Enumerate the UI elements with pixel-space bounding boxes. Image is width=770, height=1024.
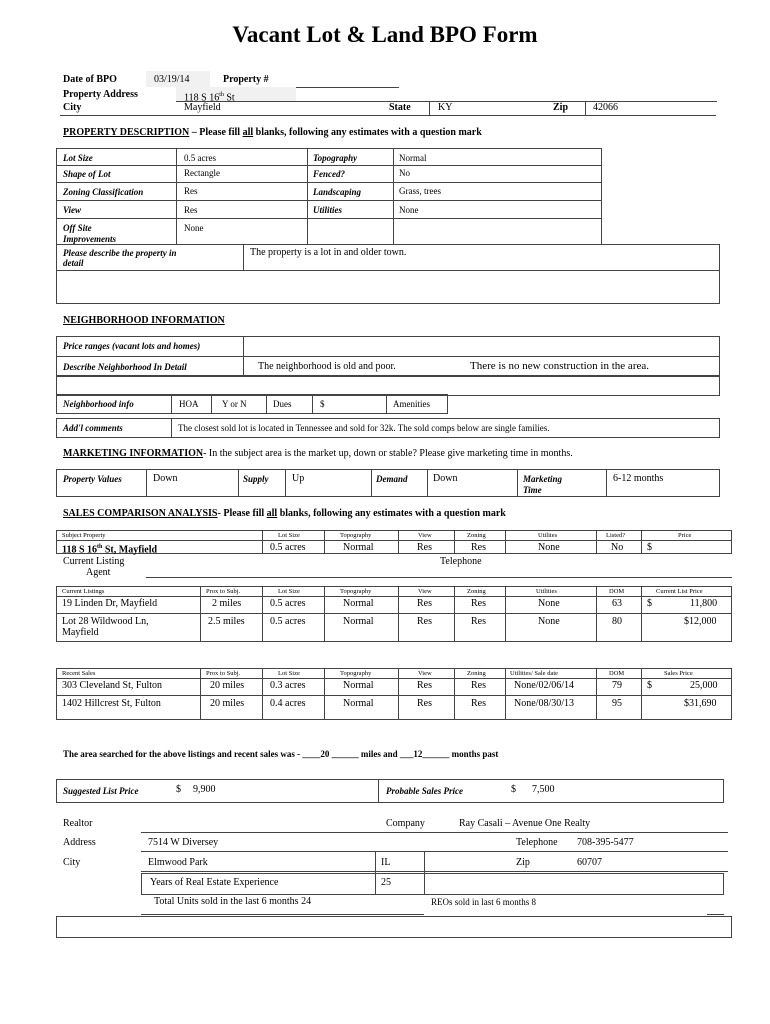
- listing-2-view[interactable]: Res: [417, 616, 432, 627]
- property-num-field[interactable]: [295, 71, 399, 88]
- landscaping-value[interactable]: Grass, trees: [399, 186, 441, 196]
- demand-value[interactable]: Down: [433, 473, 458, 484]
- listing-1-zoning[interactable]: Res: [471, 598, 486, 609]
- realtor-label: Realtor: [63, 818, 93, 829]
- listings-header-address: Current Listings: [62, 588, 105, 595]
- supply-label: Supply: [243, 474, 269, 484]
- property-values-label: Property Values: [63, 474, 122, 484]
- sale-1-lot[interactable]: 0.3 acres: [270, 680, 306, 691]
- property-address-suffix: St: [223, 92, 235, 104]
- subject-utilities[interactable]: None: [538, 542, 560, 553]
- property-address-field[interactable]: [176, 87, 296, 104]
- subject-view[interactable]: Res: [417, 542, 432, 553]
- listing-2-address[interactable]: Lot 28 Wildwood Ln,: [62, 616, 149, 627]
- listing-1-address[interactable]: 19 Linden Dr, Mayfield: [62, 598, 158, 609]
- listings-header-topo: Topography: [340, 588, 372, 595]
- state-value-realtor[interactable]: IL: [381, 857, 391, 868]
- subject-header-zoning: Zoning: [467, 532, 486, 539]
- fenced-value[interactable]: No: [399, 168, 410, 178]
- neighborhood-heading: NEIGHBORHOOD INFORMATION: [63, 315, 225, 326]
- listing-2-prox[interactable]: 2.5 miles: [208, 616, 245, 627]
- describe-neighborhood-value-2[interactable]: There is no new construction in the area.: [470, 360, 649, 372]
- sale-2-utilities[interactable]: None/08/30/13: [514, 698, 574, 709]
- subject-zoning[interactable]: Res: [471, 542, 486, 553]
- subject-header-utilities: Utilites: [538, 532, 558, 539]
- address-value[interactable]: 7514 W Diversey: [148, 837, 219, 848]
- sale-1-dollar: $: [647, 680, 652, 691]
- units-sold-value[interactable]: 24: [301, 896, 312, 907]
- listings-header-lot: Lot Size: [278, 588, 300, 595]
- city-label-realtor: City: [63, 857, 81, 868]
- property-description-heading: PROPERTY DESCRIPTION – Please fill all blanks, following any estimates with a question mark: [63, 127, 482, 138]
- sale-2-topo[interactable]: Normal: [343, 698, 374, 709]
- subject-property-table: [56, 530, 732, 554]
- neighborhood-extra-line[interactable]: [56, 376, 720, 396]
- listing-1-dollar: $: [647, 598, 652, 609]
- listings-header-view: View: [418, 588, 432, 595]
- city-value-realtor[interactable]: Elmwood Park: [148, 857, 208, 868]
- dues-field[interactable]: $: [320, 399, 325, 409]
- property-address-label: Property Address: [63, 89, 138, 100]
- zip-label: Zip: [553, 102, 569, 113]
- area-miles-value[interactable]: 20: [320, 749, 330, 759]
- sales-header-topo: Topography: [340, 670, 372, 677]
- listing-1-topo[interactable]: Normal: [343, 598, 374, 609]
- dues-label: Dues: [273, 399, 292, 409]
- telephone-label: Telephone: [516, 837, 558, 848]
- subject-header-listed: Listed?: [606, 532, 626, 539]
- describe-value[interactable]: The property is a lot in and older town.: [250, 247, 407, 258]
- address-label: Address: [63, 837, 96, 848]
- describe-label-1: Please describe the property in: [63, 248, 177, 258]
- sale-1-topo[interactable]: Normal: [343, 680, 374, 691]
- listing-2-address-2[interactable]: Mayfield: [62, 627, 99, 638]
- date-value: 03/19/14: [154, 74, 190, 85]
- zip-value-realtor[interactable]: 60707: [577, 857, 602, 868]
- sale-1-prox[interactable]: 20 miles: [210, 680, 245, 691]
- city-label: City: [63, 102, 82, 113]
- property-address-sup: th: [219, 92, 224, 98]
- telephone-value[interactable]: 708-395-5477: [577, 837, 634, 848]
- amenities-label: Amenities: [393, 399, 430, 409]
- zoning-value[interactable]: Res: [184, 186, 198, 196]
- comments-value[interactable]: The closest sold lot is located in Tennessee and sold for 32k. The sold comps below are single families.: [178, 423, 550, 433]
- listings-header-dom: DOM: [609, 588, 625, 595]
- offsite-value[interactable]: None: [184, 223, 204, 233]
- listing-2-zoning[interactable]: Res: [471, 616, 486, 627]
- header-divider-1: [429, 101, 430, 115]
- sale-2-price[interactable]: $31,690: [684, 698, 717, 709]
- subject-header-address: Subject Property: [62, 532, 106, 539]
- area-months-value[interactable]: 12: [413, 749, 423, 759]
- reos-sold-label: REOs sold in last 6 months 8: [431, 897, 537, 907]
- experience-value[interactable]: 25: [381, 877, 391, 888]
- marketing-heading: MARKETING INFORMATION- In the subject area is the market up, down or stable? Please give marketing time in months.: [63, 448, 573, 459]
- subject-header-price: Price: [678, 532, 692, 539]
- property-values-value[interactable]: Down: [153, 473, 178, 484]
- utilities-label: Utilities: [313, 205, 342, 215]
- demand-label: Demand: [376, 474, 408, 484]
- sales-header-dom: DOM: [609, 670, 625, 677]
- listing-1-utilities[interactable]: None: [538, 598, 560, 609]
- sales-header-utilities: Utilities/ Sale date: [510, 670, 559, 677]
- city-value[interactable]: Mayfield: [184, 102, 221, 113]
- sale-2-view[interactable]: Res: [417, 698, 432, 709]
- shape-label: Shape of Lot: [63, 169, 111, 179]
- subject-lot[interactable]: 0.5 acres: [270, 542, 306, 553]
- listing-agent-line[interactable]: [146, 577, 732, 578]
- describe-neighborhood-label: Describe Neighborhood In Detail: [63, 362, 187, 372]
- suggested-list-dollar: $: [176, 784, 181, 795]
- subject-header-view: View: [418, 532, 432, 539]
- reos-sold-value[interactable]: 8: [531, 897, 537, 907]
- utilities-value[interactable]: None: [399, 205, 419, 215]
- marketing-time-value[interactable]: 6-12 months: [613, 473, 664, 484]
- subject-topo[interactable]: Normal: [343, 542, 374, 553]
- listings-header-prox: Prox to Subj.: [206, 588, 241, 595]
- topography-value[interactable]: Normal: [399, 153, 427, 163]
- suggested-list-price-value[interactable]: 9,900: [193, 784, 216, 795]
- state-label: State: [389, 102, 411, 113]
- sale-1-zoning[interactable]: Res: [471, 680, 486, 691]
- header-rule-1: [176, 101, 717, 102]
- listing-agent-label-2: Agent: [86, 567, 111, 578]
- bottom-blank-box[interactable]: [56, 916, 732, 938]
- recent-sales-table: [56, 668, 732, 720]
- listing-agent-label-1: Current Listing: [63, 556, 125, 567]
- offsite-label-1: Off Site: [63, 223, 92, 233]
- comments-label: Add'l comments: [63, 423, 123, 433]
- sales-header-view: View: [418, 670, 432, 677]
- listing-2-dom[interactable]: 80: [612, 616, 622, 627]
- subject-header-topo: Topography: [340, 532, 372, 539]
- describe-neighborhood-value-1[interactable]: The neighborhood is old and poor.: [258, 361, 396, 372]
- lot-size-label: Lot Size: [63, 153, 93, 163]
- marketing-time-label-1: Marketing: [523, 474, 563, 484]
- lot-size-value[interactable]: 0.5 acres: [184, 153, 216, 163]
- subject-header-lot: Lot Size: [278, 532, 300, 539]
- sales-header-address: Recent Sales: [62, 670, 96, 677]
- sale-2-zoning[interactable]: Res: [471, 698, 486, 709]
- subject-price[interactable]: $: [647, 542, 652, 553]
- listing-2-lot[interactable]: 0.5 acres: [270, 616, 306, 627]
- sale-2-prox[interactable]: 20 miles: [210, 698, 245, 709]
- experience-label: Years of Real Estate Experience: [150, 877, 279, 888]
- listing-2-topo[interactable]: Normal: [343, 616, 374, 627]
- probable-sales-price-label: Probable Sales Price: [386, 786, 463, 796]
- zip-value[interactable]: 42066: [593, 102, 618, 113]
- suggested-list-price-label: Suggested List Price: [63, 786, 139, 796]
- sales-header-price: Sales Price: [664, 670, 693, 677]
- state-value[interactable]: KY: [438, 102, 453, 113]
- sale-2-dom[interactable]: 95: [612, 698, 622, 709]
- y-or-n-field[interactable]: Y or N: [222, 399, 247, 409]
- company-value[interactable]: Ray Casali – Avenue One Realty: [459, 818, 591, 829]
- sale-1-address[interactable]: 303 Cleveland St, Fulton: [62, 680, 162, 691]
- current-listings-table: [56, 586, 732, 642]
- shape-value[interactable]: Rectangle: [184, 168, 220, 178]
- company-label: Company: [386, 818, 425, 829]
- header-rule-2: [60, 115, 716, 116]
- hoa-label: HOA: [179, 399, 199, 409]
- subject-listed[interactable]: No: [611, 542, 624, 553]
- listing-telephone-label: Telephone: [440, 556, 482, 567]
- zip-label-realtor: Zip: [516, 857, 530, 868]
- offsite-label-2: Improvements: [63, 234, 116, 244]
- listing-2-price[interactable]: $12,000: [684, 616, 717, 627]
- listings-header-zoning: Zoning: [467, 588, 486, 595]
- neighborhood-info-label: Neighborhood info: [63, 399, 134, 409]
- view-label: View: [63, 205, 82, 215]
- sales-comparison-heading: SALES COMPARISON ANALYSIS- Please fill all blanks, following any estimates with a question mark: [63, 508, 506, 519]
- listing-1-view[interactable]: Res: [417, 598, 432, 609]
- sale-2-address[interactable]: 1402 Hillcrest St, Fulton: [62, 698, 161, 709]
- sale-1-dom[interactable]: 79: [612, 680, 622, 691]
- zoning-label: Zoning Classification: [63, 187, 144, 197]
- price-ranges-label: Price ranges (vacant lots and homes): [63, 341, 201, 351]
- form-title: Vacant Lot & Land BPO Form: [232, 22, 538, 47]
- listing-2-utilities[interactable]: None: [538, 616, 560, 627]
- listing-1-dom[interactable]: 63: [612, 598, 622, 609]
- probable-sales-dollar: $: [511, 784, 516, 795]
- landscaping-label: Landscaping: [313, 187, 362, 197]
- describe-label-2: detail: [63, 258, 84, 268]
- sale-2-lot[interactable]: 0.4 acres: [270, 698, 306, 709]
- probable-sales-price-value[interactable]: 7,500: [532, 784, 555, 795]
- date-field[interactable]: [146, 71, 210, 87]
- header-divider-2: [585, 101, 586, 115]
- sales-header-zoning: Zoning: [467, 670, 486, 677]
- fenced-label: Fenced?: [313, 169, 345, 179]
- property-address-value: 118 S 16: [184, 92, 220, 104]
- sale-1-utilities[interactable]: None/02/06/14: [514, 680, 574, 691]
- sale-1-price[interactable]: 25,000: [690, 680, 718, 691]
- property-num-label: Property #: [223, 74, 269, 85]
- units-sold-label: Total Units sold in the last 6 months 24: [154, 896, 312, 907]
- supply-value[interactable]: Up: [292, 473, 305, 484]
- view-value[interactable]: Res: [184, 205, 198, 215]
- listing-1-prox[interactable]: 2 miles: [212, 598, 242, 609]
- subject-address: 118 S 16th St, Mayfield: [62, 544, 158, 556]
- sale-1-view[interactable]: Res: [417, 680, 432, 691]
- listing-1-price[interactable]: 11,800: [690, 598, 718, 609]
- topography-label: Topography: [313, 153, 358, 163]
- area-searched-sentence: The area searched for the above listings and recent sales was - ____20 ______ miles and ___12______ months past: [63, 749, 499, 759]
- listings-header-utilities: Utilities: [536, 588, 557, 595]
- sales-header-prox: Prox to Subj.: [206, 670, 241, 677]
- marketing-time-label-2: Time: [523, 485, 542, 495]
- sales-header-lot: Lot Size: [278, 670, 300, 677]
- date-label: Date of BPO: [63, 74, 117, 85]
- listing-1-lot[interactable]: 0.5 acres: [270, 598, 306, 609]
- listings-header-price: Current List Price: [656, 588, 703, 595]
